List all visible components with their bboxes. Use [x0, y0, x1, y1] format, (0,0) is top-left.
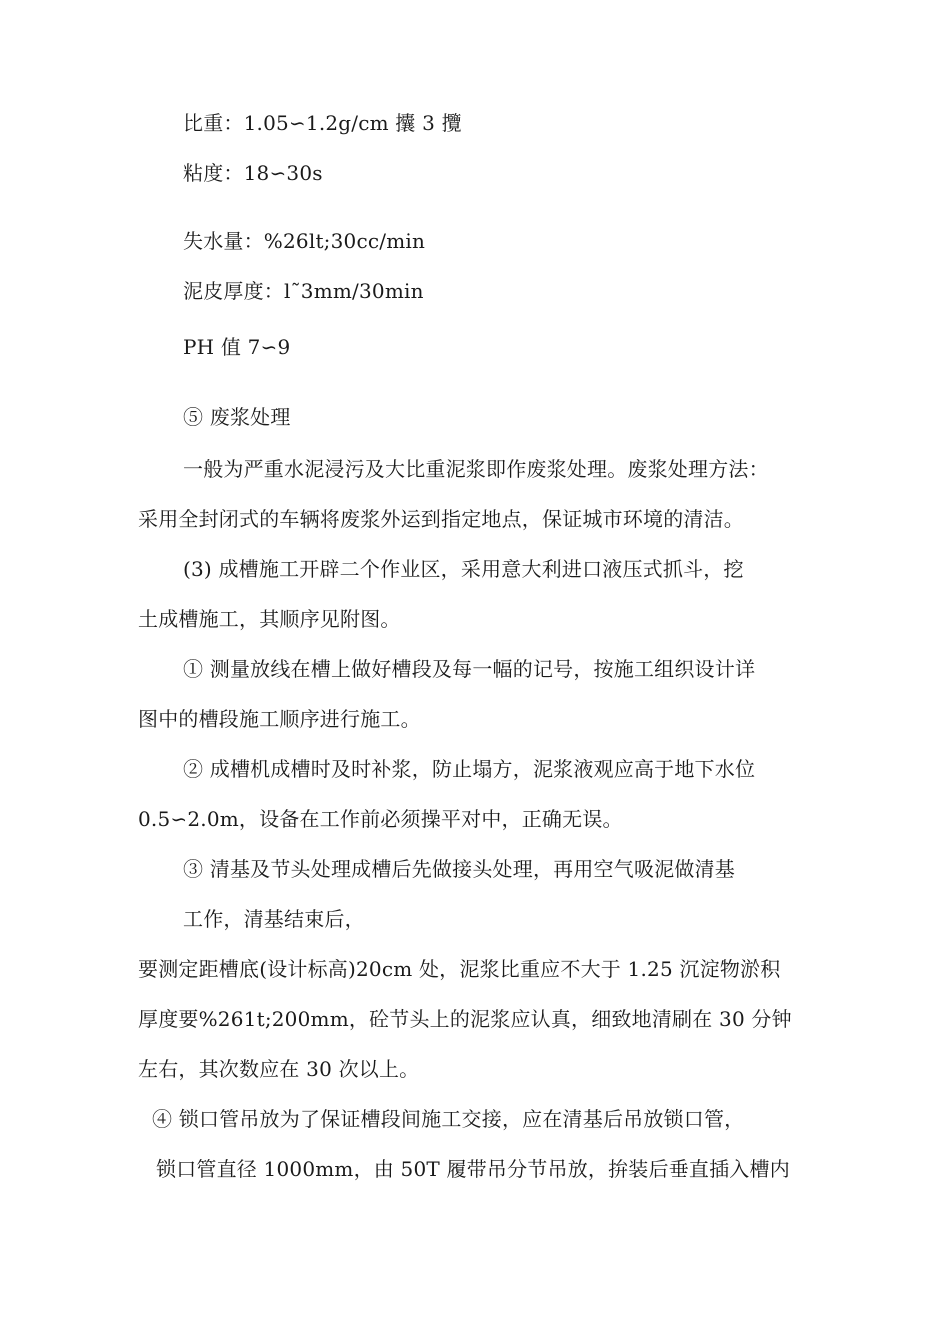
text-line: 左右，其次数应在 30 次以上。: [138, 1057, 420, 1081]
text-line-water-loss: 失水量：%26lt;30cc/min: [183, 229, 426, 253]
section-heading-waste-slurry: ⑤ 废浆处理: [183, 405, 291, 429]
text-line: 采用全封闭式的车辆将废浆外运到指定地点，保证城市环境的清洁。: [138, 507, 744, 531]
text-line-viscosity: 粘度：18∽30s: [183, 161, 323, 185]
text-line: 厚度要%261t;200mm，砼节头上的泥浆应认真，细致地清刷在 30 分钟: [138, 1007, 792, 1031]
text-line: (3) 成槽施工开辟二个作业区，采用意大利进口液压式抓斗，挖: [183, 557, 744, 581]
text-line-ph: PH 值 7∽9: [183, 335, 291, 359]
text-line: 锁口管直径 1000mm，由 50T 履带吊分节吊放，拚装后垂直插入槽内: [156, 1157, 790, 1181]
text-line: 一般为严重水泥浸污及大比重泥浆即作废浆处理。废浆处理方法：: [183, 457, 769, 481]
text-line-mud-skin: 泥皮厚度：l˜3mm/30min: [183, 279, 424, 303]
text-line: 要测定距槽底(设计标高)20cm 处，泥浆比重应不大于 1.25 沉淀物淤积: [138, 957, 781, 981]
text-line: ③ 清基及节头处理成槽后先做接头处理，再用空气吸泥做清基: [183, 857, 735, 881]
text-line: ② 成槽机成槽时及时补浆，防止塌方，泥浆液观应高于地下水位: [183, 757, 756, 781]
text-line: 图中的槽段施工顺序进行施工。: [138, 707, 421, 731]
text-line: 0.5∽2.0m，设备在工作前必须操平对中，正确无误。: [138, 807, 623, 831]
text-line: 土成槽施工，其顺序见附图。: [138, 607, 401, 631]
text-line: 工作，清基结束后，: [183, 907, 365, 931]
text-line: ④ 锁口管吊放为了保证槽段间施工交接，应在清基后吊放锁口管，: [152, 1107, 745, 1131]
text-line-density: 比重：1.05∽1.2g/cm 攮 3 攬: [183, 111, 462, 135]
text-line: ① 测量放线在槽上做好槽段及每一幅的记号，按施工组织设计详: [183, 657, 756, 681]
